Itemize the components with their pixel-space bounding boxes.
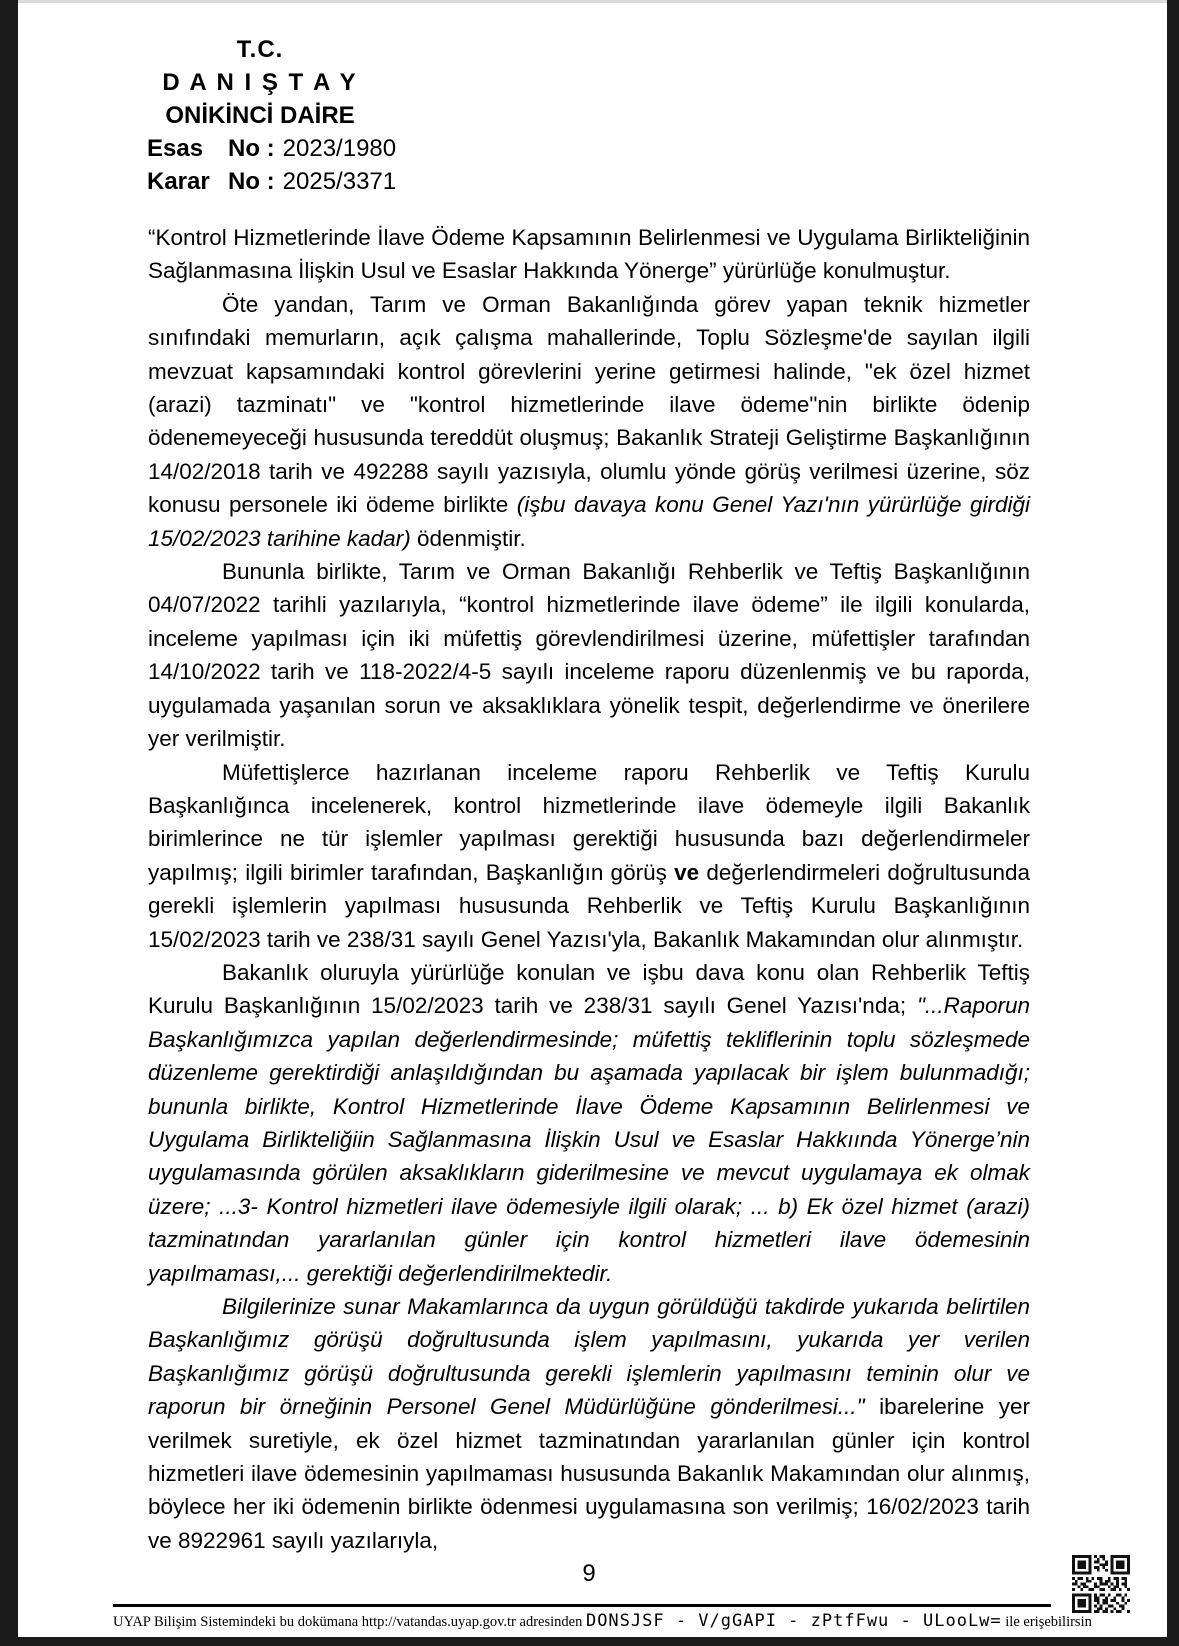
- text-run: ibarelerine yer verilmek suretiyle, ek özel hizmet tazminatından yararlanılan günler için kontrol hizmetleri ilave ödemesinin yapılmaması hususunda Bakanlık Makamından olur alınmış, böylece her iki ödemenin birlikte ödenmesi uygulamasına son verilmiş; 16/02/2023 tarih ve 8922961 sayılı yazılarıyla,: [148, 1394, 1031, 1553]
- karar-number-value: 2025/3371: [282, 168, 397, 195]
- court-name: D A N I Ş T A Y: [162, 69, 358, 96]
- paragraph: [148, 956, 1030, 1290]
- paragraph: [148, 1290, 1030, 1557]
- paragraph: [148, 221, 1030, 288]
- republic-abbreviation: T.C.: [236, 36, 284, 63]
- uyap-access-prefix: UYAP Bilişim Sistemindeki bu dokümana http://vatandas.uyap.gov.tr adresinden: [113, 1614, 586, 1630]
- footer-divider: [113, 1604, 1051, 1607]
- text-run: Bakanlık oluruyla yürürlüğe konulan ve işbu dava konu olan Rehberlik Teftiş Kurulu Başkanlığının 15/02/2023 tarih ve 238/31 sayılı Genel Yazısı'nda;: [148, 959, 1030, 1019]
- karar-no-label: No :: [228, 168, 275, 195]
- chamber-name: ONİKİNCİ DAİRE: [165, 102, 355, 129]
- karar-label: Karar: [147, 168, 210, 195]
- paragraph: [148, 756, 1030, 956]
- paragraph: [148, 288, 1030, 555]
- text-run: değerlendirmeleri doğrultusunda gerekli işlemlerin yapılması hususunda Rehberlik ve Teftiş Kurulu Başkanlığının 15/02/2023 tarih ve 238/31 sayılı Genel Yazısı'yla, Bakanlık Makamından olur alınmıştır.: [148, 859, 1030, 952]
- esas-no-label: No :: [228, 135, 275, 162]
- text-run: Müfettişlerce hazırlanan inceleme raporu Rehberlik ve Teftiş Kurulu Başkanlığınca incelenerek, kontrol hizmetlerinde ilave ödemeyle ilgili Bakanlık birimlerince ne tür işlemler yapılması gerektiği hususunda bazı değerlendirmeler yapılmış; ilgili birimler tarafından, Başkanlığın görüş: [148, 759, 1030, 885]
- esas-number-value: 2023/1980: [282, 135, 397, 162]
- text-run: Öte yandan, Tarım ve Orman Bakanlığında görev yapan teknik hizmetler sınıfındaki memurların, açık çalışma mahallerinde, Toplu Sözleşme'de sayılan ilgili mevzuat kapsamındaki kontrol görevlerini yerine getirmesi halinde, "ek özel hizmet (arazi) tazminatı" ve "kontrol hizmetlerinde ilave ödeme"nin birlikte ödenip ödenemeyeceği hususunda tereddüt oluşmuş; Bakanlık Strateji Geliştirme Başkanlığının 14/02/2018 tarih ve 492288 sayılı yazısıyla, olumlu yönde görüş verilmesi üzerine, söz konusu personele iki ödeme birlikte: [148, 291, 1030, 518]
- uyap-access-code: DONSJSF - V/gGAPI - zPtfFwu - ULooLw=: [585, 1611, 1002, 1631]
- uyap-access-suffix: ile erişebilirsin: [1001, 1614, 1092, 1630]
- text-run: Bununla birlikte, Tarım ve Orman Bakanlığı Rehberlik ve Teftiş Başkanlığının 04/07/2022 tarihli yazılarıyla, “kontrol hizmetlerinde ilave ödeme” ile ilgili konularda, inceleme yapılması için iki müfettiş görevlendirilmesi üzerine, müfettişler tarafından 14/10/2022 tarih ve 118-2022/4-5 sayılı inceleme raporu düzenlenmiş ve bu raporda, uygulamada yaşanılan sorun ve aksaklıklara yönelik tespit, değerlendirme ve önerilere yer verilmiştir.: [148, 559, 1030, 752]
- text-run: (işbu davaya konu Genel Yazı'nın yürürlüğe girdiği 15/02/2023 tarihine kadar): [148, 492, 1030, 551]
- esas-number-row: [147, 132, 397, 165]
- scan-edge-top: [0, 0, 1179, 3]
- scan-edge-right: [1167, 0, 1179, 1646]
- scan-edge-left: [0, 0, 18, 1646]
- qr-code-icon: [1072, 1555, 1130, 1613]
- scan-edge-bottom: [0, 1637, 1179, 1646]
- uyap-access-line: [113, 1611, 1113, 1631]
- esas-label: Esas: [147, 135, 204, 162]
- text-run: “Kontrol Hizmetlerinde İlave Ödeme Kapsamının Belirlenmesi ve Uygulama Birlikteliğinin Sağlanmasına İlişkin Usul ve Esaslar Hakkında Yönerge” yürürlüğe konulmuştur.: [148, 225, 1030, 284]
- document-body: [148, 221, 1030, 1557]
- text-run: Bilgilerinize sunar Makamlarınca da uygun görüldüğü takdirde yukarıda belirtilen Başkanlığımız görüşü doğrultusunda işlem yapılmasını, yukarıda yer verilen Başkanlığımız görüşü doğrultusunda gerekli işlemlerin yapılmasını teminin olur ve raporun bir örneğinin Personel Genel Müdürlüğüne gönderilmesi...": [148, 1294, 1030, 1420]
- text-run: ödenmiştir.: [410, 525, 526, 551]
- text-run: ve: [674, 859, 700, 885]
- court-header: [147, 33, 397, 198]
- page-number: 9: [582, 1560, 596, 1587]
- paragraph: [148, 555, 1030, 755]
- karar-number-row: [147, 165, 397, 198]
- text-run: "...Raporun Başkanlığımızca yapılan değerlendirmesinde; müfettiş tekliflerinin toplu sözleşmede düzenleme gerektirdiği anlaşıldığından bu aşamada yapılacak bir işlem bulunmadığı; bununla birlikte, Kontrol Hizmetlerinde İlave Ödeme Kapsamının Belirlenmesi ve Uygulama Birlikteliğiin Sağlanmasına İlişkin Usul ve Esaslar Hakkıında Yönerge’nin uygulamasında görülen aksaklıkların giderilmesine ve mevcut uygulamaya ek olmak üzere; ...3- Kontrol hizmetleri ilave ödemesiyle ilgili olarak; ... b) Ek özel hizmet (arazi) tazminatından yararlanılan günler için kontrol hizmetleri ilave ödemesinin yapılmaması,... gerektiği değerlendirilmektedir.: [148, 993, 1030, 1286]
